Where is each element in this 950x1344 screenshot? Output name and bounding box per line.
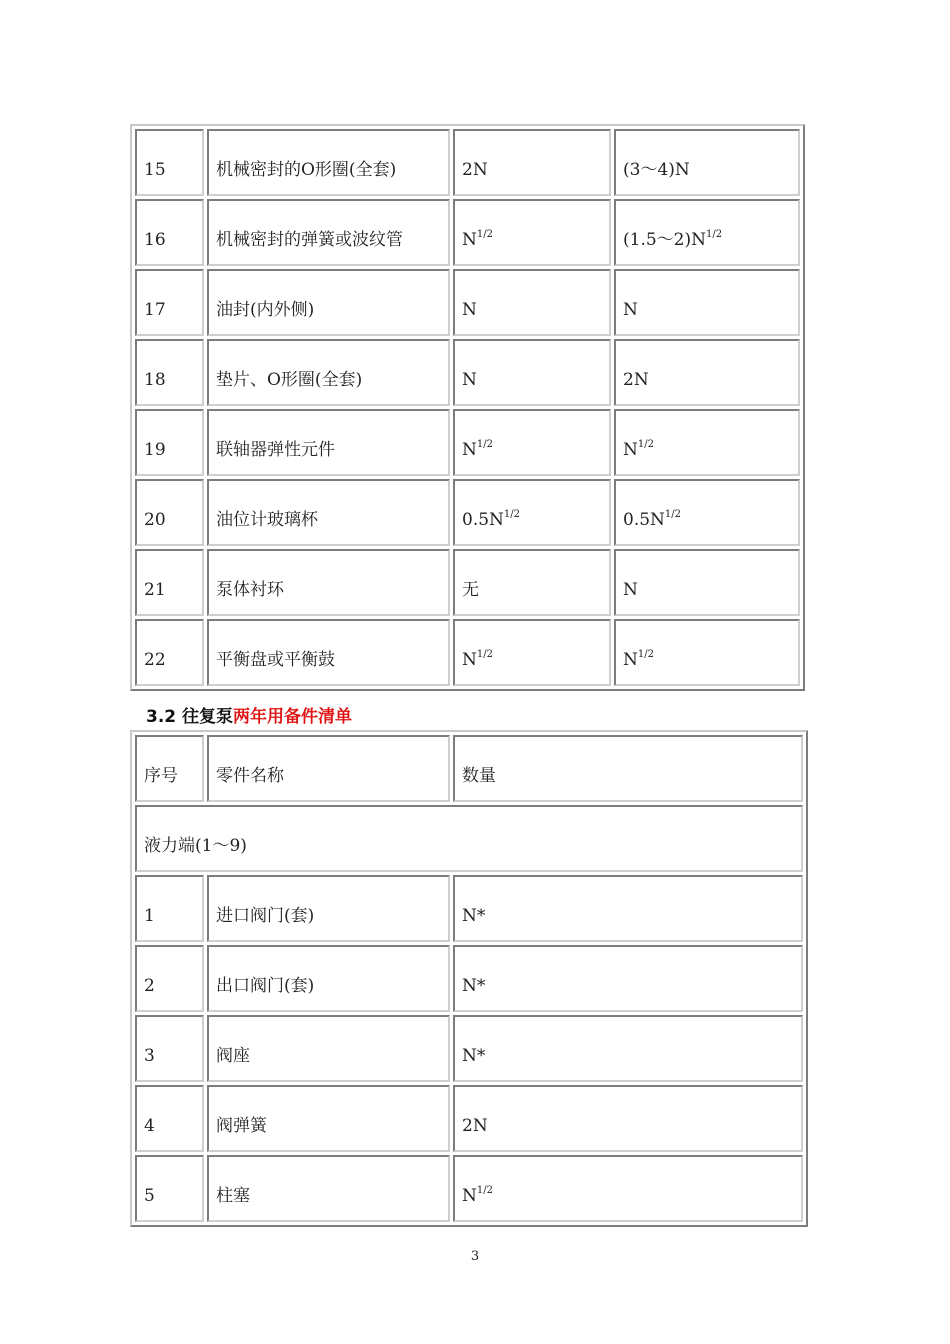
part-name: 柱塞 — [207, 1155, 450, 1222]
quantity-two-year: 2N — [614, 339, 800, 406]
row-number: 5 — [135, 1155, 204, 1222]
table-row — [135, 479, 800, 546]
table-row — [135, 1155, 803, 1222]
quantity-two-year: $(1.5\sim 2)N^{1/2}$ — [614, 199, 800, 266]
row-number: 3 — [135, 1015, 204, 1082]
row-number: 15 — [135, 129, 204, 196]
table-header-row — [135, 735, 803, 802]
row-number: 19 — [135, 409, 204, 476]
part-name: 机械密封的O形圈(全套) — [207, 129, 450, 196]
row-number: 2 — [135, 945, 204, 1012]
group-row — [135, 805, 803, 872]
section-heading-prefix: 3.2 往复泵 — [146, 707, 234, 727]
quantity-two-year: $N^{1/2}$ — [614, 619, 800, 686]
table2-body — [135, 735, 803, 1222]
header-quantity: 数量 — [453, 735, 803, 802]
quantity-one-year: N — [453, 339, 611, 406]
row-number: 16 — [135, 199, 204, 266]
part-name: 平衡盘或平衡鼓 — [207, 619, 450, 686]
quantity-one-year: $0.5N^{1/2}$ — [453, 479, 611, 546]
quantity-one-year: $N^{1/2}$ — [453, 199, 611, 266]
part-name: 进口阀门(套) — [207, 875, 450, 942]
quantity-one-year: N — [453, 269, 611, 336]
page-number: 3 — [470, 1249, 480, 1264]
part-name: 泵体衬环 — [207, 549, 450, 616]
table-row — [135, 199, 800, 266]
quantity: $N^{1/2}$ — [453, 1155, 803, 1222]
row-number: 18 — [135, 339, 204, 406]
spare-parts-table-continued — [130, 124, 805, 691]
quantity: N* — [453, 875, 803, 942]
table-row — [135, 409, 800, 476]
table-row — [135, 269, 800, 336]
part-name: 阀座 — [207, 1015, 450, 1082]
quantity-two-year: $0.5N^{1/2}$ — [614, 479, 800, 546]
row-number: 22 — [135, 619, 204, 686]
table-row — [135, 945, 803, 1012]
table-row — [135, 129, 800, 196]
table-row — [135, 1085, 803, 1152]
quantity: N* — [453, 1015, 803, 1082]
quantity-two-year: $N^{1/2}$ — [614, 409, 800, 476]
row-number: 4 — [135, 1085, 204, 1152]
section-heading — [146, 707, 352, 727]
section-heading-highlight: 两年用备件清单 — [233, 707, 353, 727]
table-row — [135, 339, 800, 406]
quantity-one-year: 2N — [453, 129, 611, 196]
quantity-one-year: $N^{1/2}$ — [453, 409, 611, 476]
quantity-two-year: N — [614, 269, 800, 336]
row-number: 20 — [135, 479, 204, 546]
group-label: 液力端(1～9) — [135, 805, 803, 872]
quantity: N* — [453, 945, 803, 1012]
table-row — [135, 619, 800, 686]
reciprocating-pump-spares-table — [130, 730, 808, 1227]
row-number: 17 — [135, 269, 204, 336]
part-name: 联轴器弹性元件 — [207, 409, 450, 476]
quantity-two-year: (3～4)N — [614, 129, 800, 196]
header-number: 序号 — [135, 735, 204, 802]
part-name: 阀弹簧 — [207, 1085, 450, 1152]
quantity-two-year: N — [614, 549, 800, 616]
part-name: 垫片、O形圈(全套) — [207, 339, 450, 406]
part-name: 机械密封的弹簧或波纹管 — [207, 199, 450, 266]
part-name: 出口阀门(套) — [207, 945, 450, 1012]
table1-body — [135, 129, 800, 686]
table-row — [135, 1015, 803, 1082]
header-part-name: 零件名称 — [207, 735, 450, 802]
row-number: 21 — [135, 549, 204, 616]
quantity-one-year: $N^{1/2}$ — [453, 619, 611, 686]
quantity-one-year: 无 — [453, 549, 611, 616]
quantity: 2N — [453, 1085, 803, 1152]
part-name: 油封(内外侧) — [207, 269, 450, 336]
row-number: 1 — [135, 875, 204, 942]
table-row — [135, 549, 800, 616]
part-name: 油位计玻璃杯 — [207, 479, 450, 546]
table-row — [135, 875, 803, 942]
